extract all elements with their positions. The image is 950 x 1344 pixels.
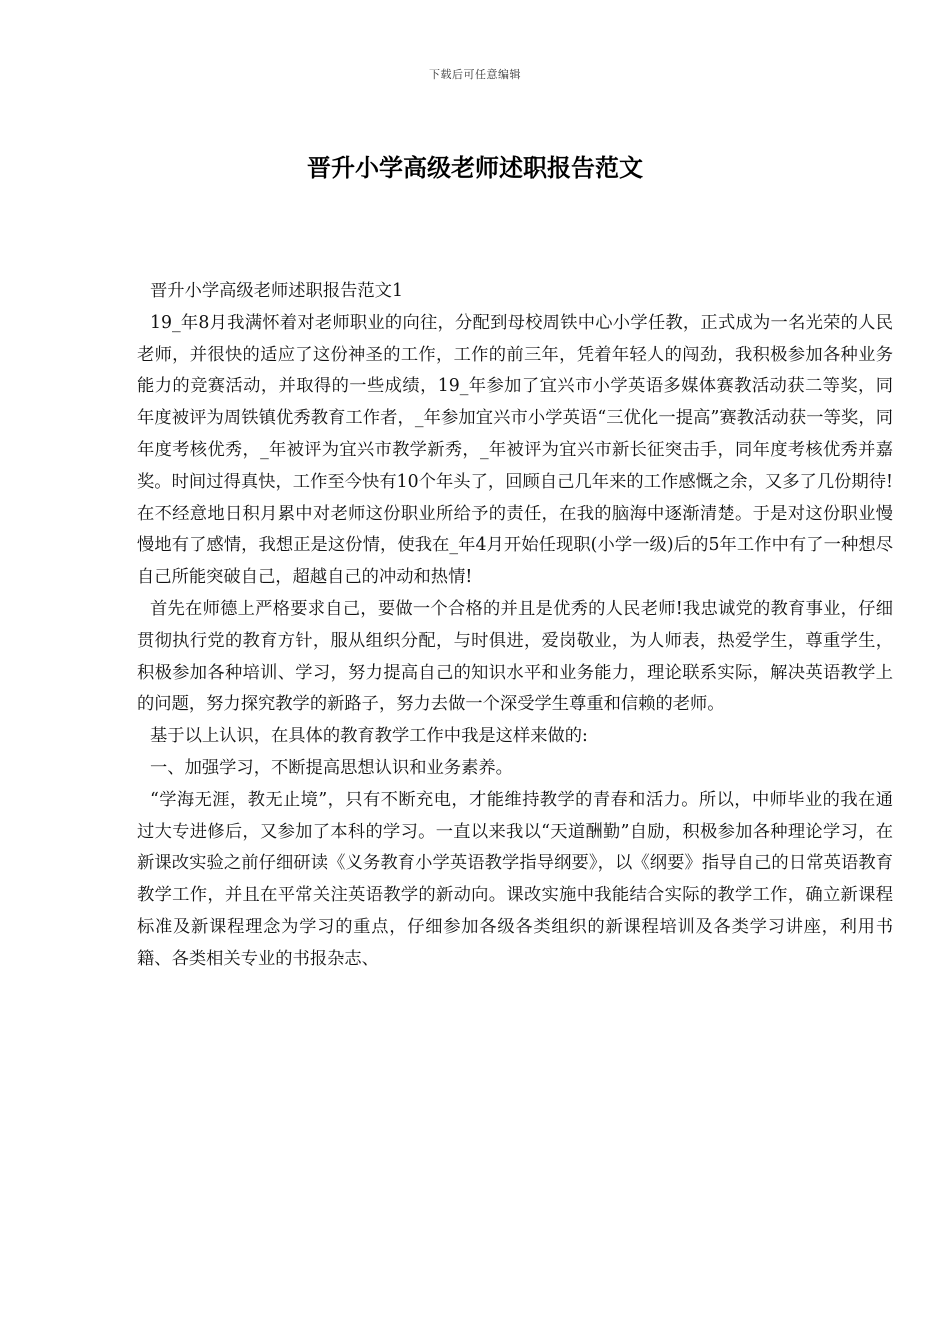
document-body [137, 276, 893, 976]
section-subtitle: 晋升小学高级老师述职报告范文1 [150, 281, 403, 301]
paragraph: 19_年8月我满怀着对老师职业的向往，分配到母校周铁中心小学任教，正式成为一名光荣的人民老师，并很快的适应了这份神圣的工作，工作的前三年，凭着年轻人的闯劲，我积极参加各种业务能力的竞赛活动，并取得的一些成绩，19_年参加了宜兴市小学英语多媒体赛教活动获二等奖，同年度被评为周铁镇优秀教育工作者，_年参加宜兴市小学英语“三优化一提高”赛教活动获一等奖，同年度考核优秀，_年被评为宜兴市教学新秀，_年被评为宜兴市新长征突击手，同年度考核优秀并嘉奖。时间过得真快，工作至今快有10个年头了，回顾自己几年来的工作感慨之余，又多了几份期待!在不经意地日积月累中对老师这份职业所给予的责任，在我的脑海中逐渐清楚。于是对这份职业慢慢地有了感情，我想正是这份情，使我在_年4月开始任现职(小学一级)后的5年工作中有了一种想尽自己所能突破自己，超越自己的冲动和热情! [137, 312, 893, 588]
document-title: 晋升小学高级老师述职报告范文 [307, 154, 643, 182]
section-heading: 一、加强学习，不断提高思想认识和业务素养。 [150, 757, 513, 778]
header-note: 下载后可任意编辑 [429, 68, 521, 81]
paragraph: 首先在师德上严格要求自己，要做一个合格的并且是优秀的人民老师!我忠诚党的教育事业，仔细贯彻执行党的教育方针，服从组织分配，与时俱进，爱岗敬业，为人师表，热爱学生，尊重学生，积极参加各种培训、学习，努力提高自己的知识水平和业务能力，理论联系实际，解决英语教学上的问题，努力探究教学的新路子，努力去做一个深受学生尊重和信赖的老师。 [137, 598, 893, 715]
paragraph: 基于以上认识，在具体的教育教学工作中我是这样来做的: [150, 726, 588, 747]
paragraph: “学海无涯，教无止境”，只有不断充电，才能维持教学的青春和活力。所以，中师毕业的我在通过大专进修后，又参加了本科的学习。一直以来我以“天道酬勤”自励，积极参加各种理论学习，在新课改实验之前仔细研读《义务教育小学英语教学指导纲要》，以《纲要》指导自己的日常英语教育教学工作，并且在平常关注英语教学的新动向。课改实施中我能结合实际的教学工作，确立新课程标准及新课程理念为学习的重点，仔细参加各级各类组织的新课程培训及各类学习讲座，利用书籍、各类相关专业的书报杂志、 [137, 789, 893, 969]
